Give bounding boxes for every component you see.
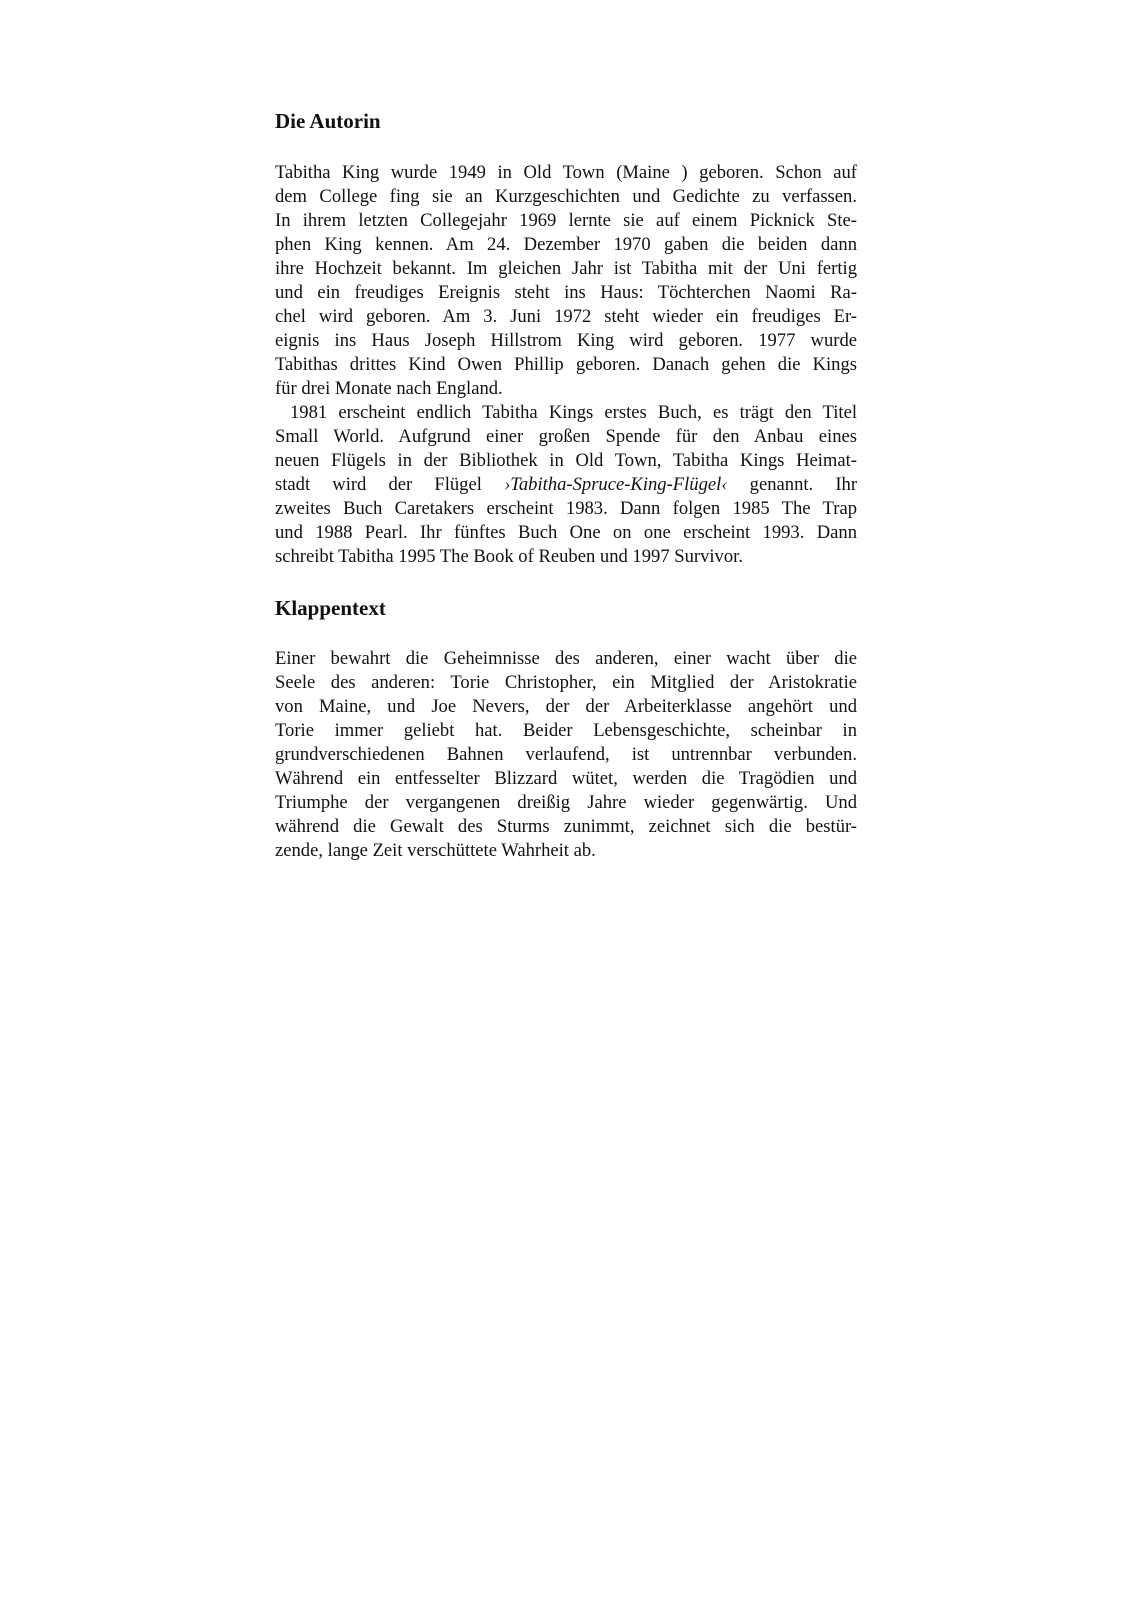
text-line: eignis ins Haus Joseph Hillstrom King wird geboren. 1977 wurde [275,330,857,351]
text-run: stadt wird der Flügel [275,474,482,495]
section-die-autorin [275,161,857,569]
text-line-with-emphasis [275,473,857,497]
text-line: 1981 erscheint endlich Tabitha Kings erstes Buch, es trägt den Titel [290,402,857,423]
text-line: Tabitha King wurde 1949 in Old Town (Maine ) geboren. Schon auf [275,162,857,183]
text-line: und ein freudiges Ereignis steht ins Haus: Töchterchen Naomi Ra- [275,282,857,303]
text-line: Einer bewahrt die Geheimnisse des anderen, einer wacht über die [275,648,857,669]
heading-klappentext: Klappentext [275,596,386,620]
text-line: In ihrem letzten Collegejahr 1969 lernte sie auf einem Picknick Ste- [275,210,857,231]
text-line: zweites Buch Caretakers erscheint 1983. Dann folgen 1985 The Trap [275,498,857,519]
text-line: und 1988 Pearl. Ihr fünftes Buch One on one erscheint 1993. Dann [275,522,857,543]
text-line: schreibt Tabitha 1995 The Book of Reuben und 1997 Survivor. [275,546,743,567]
heading-die-autorin: Die Autorin [275,109,381,133]
text-line: von Maine, und Joe Nevers, der der Arbeiterklasse angehört und [275,696,857,717]
text-line: während die Gewalt des Sturms zunimmt, zeichnet sich die bestür- [275,816,857,837]
text-line: Seele des anderen: Torie Christopher, ein Mitglied der Aristokratie [275,672,857,693]
text-line: Triumphe der vergangenen dreißig Jahre wieder gegenwärtig. Und [275,792,857,813]
text-run: genannt. Ihr [749,474,858,495]
text-line: grundverschiedenen Bahnen verlaufend, ist untrennbar verbunden. [275,744,857,765]
text-line: chel wird geboren. Am 3. Juni 1972 steht wieder ein freudiges Er- [275,306,857,327]
text-line: Torie immer geliebt hat. Beider Lebensgeschichte, scheinbar in [275,720,857,741]
text-line: zende, lange Zeit verschüttete Wahrheit ab. [275,840,596,861]
text-line: ihre Hochzeit bekannt. Im gleichen Jahr ist Tabitha mit der Uni fertig [275,258,857,279]
text-line: phen King kennen. Am 24. Dezember 1970 gaben die beiden dann [275,234,857,255]
text-line: Während ein entfesselter Blizzard wütet, werden die Tragödien und [275,768,857,789]
section-klappentext [275,647,857,863]
text-line: dem College fing sie an Kurzgeschichten und Gedichte zu verfassen. [275,186,857,207]
text-line: für drei Monate nach England. [275,378,503,399]
text-line: Tabithas drittes Kind Owen Phillip geboren. Danach gehen die Kings [275,354,857,375]
text-line: Small World. Aufgrund einer großen Spende für den Anbau eines [275,426,857,447]
emphasis-wing-name: ›Tabitha-Spruce-King-Flügel‹ [504,474,728,495]
text-line: neuen Flügels in der Bibliothek in Old Town, Tabitha Kings Heimat- [275,450,857,471]
